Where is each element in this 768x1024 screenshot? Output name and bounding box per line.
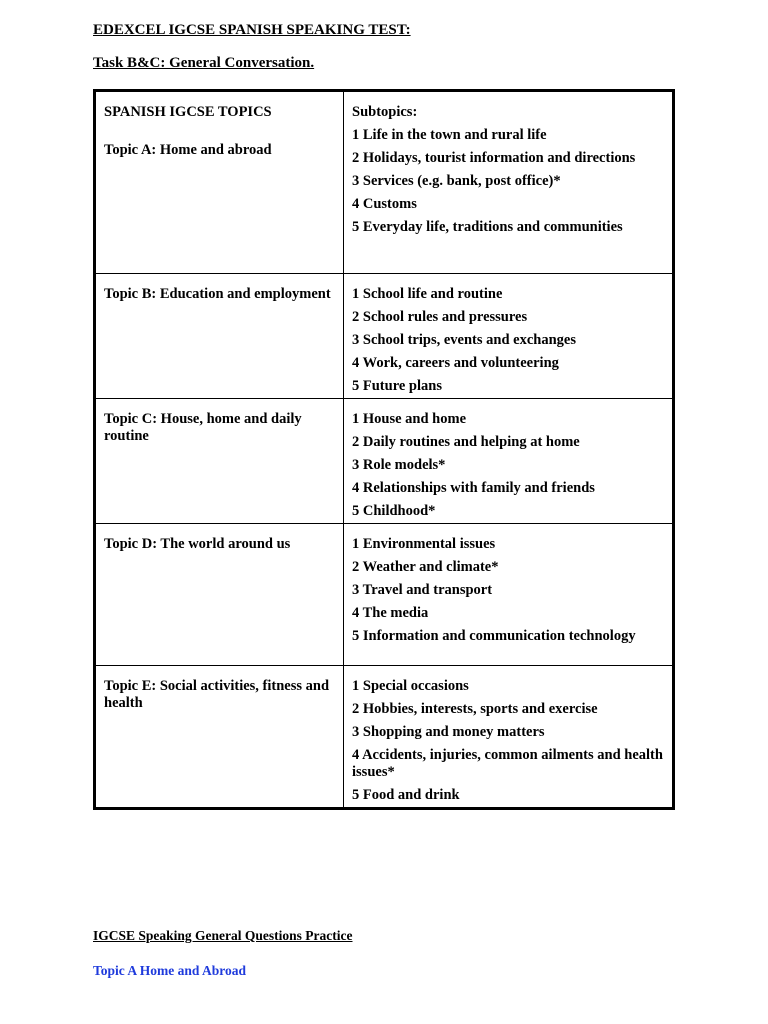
list-item: 2 School rules and pressures (352, 309, 528, 325)
list-item: 5 Everyday life, traditions and communities (352, 219, 623, 235)
list-item: 3 Travel and transport (352, 582, 493, 598)
subtopics-cell (344, 274, 674, 399)
list-item: 1 School life and routine (352, 286, 503, 302)
task-subtitle: Task B&C: General Conversation. (93, 55, 315, 71)
document-title: EDEXCEL IGCSE SPANISH SPEAKING TEST: (93, 22, 411, 38)
list-item: 2 Weather and climate* (352, 559, 499, 575)
subtopics-cell (344, 524, 674, 666)
list-item: 1 House and home (352, 411, 467, 427)
subtopics-cell (344, 666, 674, 809)
list-item: 2 Hobbies, interests, sports and exercise (352, 701, 598, 717)
topic-name: Topic D: The world around us (104, 536, 291, 552)
list-item: 4 Accidents, injuries, common ailments and health issues* (352, 747, 663, 780)
list-item: 3 School trips, events and exchanges (352, 332, 576, 348)
topic-cell (95, 274, 344, 399)
list-item: 5 Food and drink (352, 787, 460, 803)
table-row (95, 524, 674, 666)
list-item: 1 Environmental issues (352, 536, 496, 552)
list-item: 5 Information and communication technology (352, 628, 636, 644)
topic-name: Topic C: House, home and daily routine (104, 411, 302, 444)
table-row (95, 666, 674, 809)
list-item: 3 Shopping and money matters (352, 724, 545, 740)
practice-title: IGCSE Speaking General Questions Practice (93, 928, 353, 943)
subtopics-heading: Subtopics: (352, 104, 418, 120)
table-row (95, 91, 674, 274)
list-item: 4 Work, careers and volunteering (352, 355, 559, 371)
subtopics-cell (344, 91, 674, 274)
topic-cell (95, 524, 344, 666)
list-item: 4 Relationships with family and friends (352, 480, 595, 496)
list-item: 2 Holidays, tourist information and directions (352, 150, 636, 166)
list-item: 3 Role models* (352, 457, 446, 473)
topic-cell (95, 91, 344, 274)
table-row (95, 399, 674, 524)
list-item: 2 Daily routines and helping at home (352, 434, 580, 450)
list-item: 4 Customs (352, 196, 417, 212)
list-item: 1 Special occasions (352, 678, 469, 694)
topic-name: Topic B: Education and employment (104, 286, 331, 302)
list-item: 1 Life in the town and rural life (352, 127, 547, 143)
topics-heading: SPANISH IGCSE TOPICS (104, 104, 272, 120)
table-row (95, 274, 674, 399)
topic-name: Topic E: Social activities, fitness and health (104, 678, 330, 711)
subtopics-cell (344, 399, 674, 524)
list-item: 3 Services (e.g. bank, post office)* (352, 173, 561, 189)
list-item: 4 The media (352, 605, 429, 621)
topic-name: Topic A: Home and abroad (104, 142, 272, 158)
topic-cell (95, 399, 344, 524)
practice-topic-heading: Topic A Home and Abroad (93, 963, 247, 978)
topics-table (93, 89, 675, 810)
list-item: 5 Childhood* (352, 503, 436, 519)
topic-cell (95, 666, 344, 809)
list-item: 5 Future plans (352, 378, 442, 394)
